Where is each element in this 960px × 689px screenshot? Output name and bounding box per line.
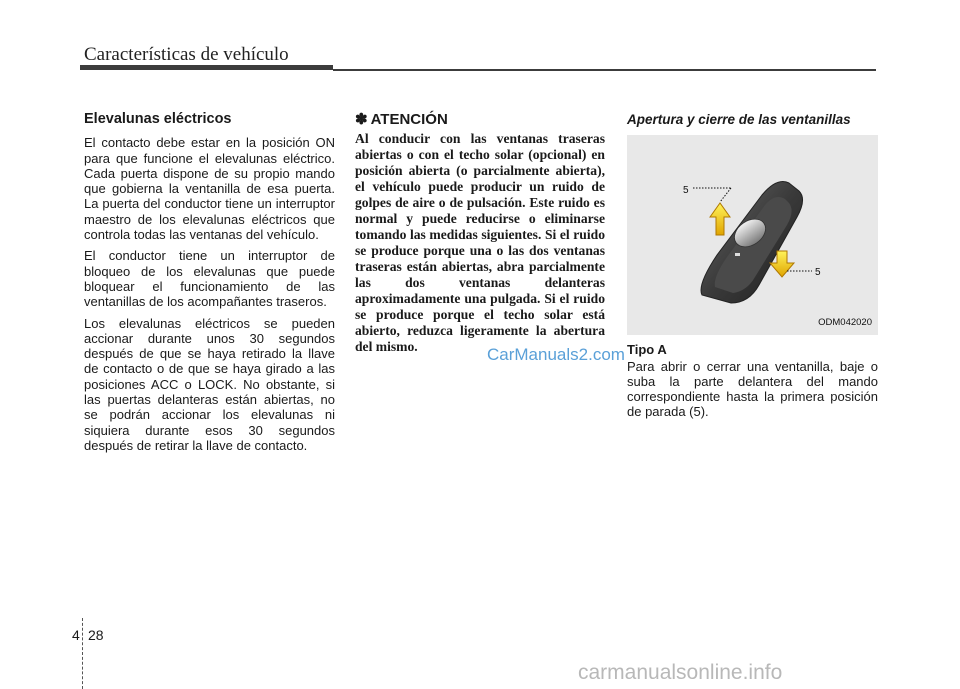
footer-divider — [82, 618, 83, 689]
subheading: Apertura y cierre de las ventanillas — [627, 112, 851, 127]
warning-title: ATENCIÓN — [370, 111, 448, 128]
warning-symbol-icon: ✽ — [355, 111, 368, 128]
left-column — [84, 112, 335, 459]
warning-heading — [355, 112, 605, 127]
section-heading: Elevalunas eléctricos — [84, 111, 232, 127]
page-chapter: 4 — [72, 627, 80, 643]
middle-column — [355, 112, 605, 355]
tipo-label: Tipo A — [627, 342, 667, 358]
paragraph: El contacto debe estar en la posición ON para que funcione el elevalunas eléctrico. Cada puerta dispone de su propio mando que gobierna la ventanilla de esa puerta. La puerta del conductor tiene un interruptor maestro de los elevalunas eléctricos que controla todas las ventanas del vehículo. — [84, 135, 335, 243]
callout-5-top: 5 — [683, 185, 689, 197]
header-rule-thick — [80, 65, 333, 70]
right-column — [627, 112, 878, 426]
page-number: 28 — [88, 627, 104, 643]
figure-code: ODM042020 — [818, 317, 872, 328]
page-header-title: Características de vehículo — [84, 44, 289, 65]
warning-text: Al conducir con las ventanas traseras abiertas o con el techo solar (opcional) en posición abierta (o parcialmente abierta), el vehículo puede producir un ruido de golpes de aire o de pulsación. Este ruido es normal y puede reducirse o eliminarse tomando las medidas siguientes. Si el ruido se produce porque una o las dos ventanas traseras están abiertas, abra parcialmente las dos ventanas delanteras aproximadamente una pulgada. Si el ruido se produce porque el techo solar está abierto, reduzca ligeramente la abertura del mismo. — [355, 131, 605, 355]
window-switch-illustration-icon — [627, 135, 878, 335]
watermark-carmanuals2: CarManuals2.com — [487, 345, 625, 364]
window-switch-figure — [627, 135, 878, 335]
watermark-carmanualsonline: carmanualsonline.info — [578, 661, 783, 684]
paragraph: El conductor tiene un interruptor de bloqueo de los elevalunas que puede bloquear el funcionamiento de las ventanillas de los acompañantes traseros. — [84, 248, 335, 310]
tipo-text: Para abrir o cerrar una ventanilla, baje o suba la parte delantera del mando correspondiente hasta la primera posición de parada (5). — [627, 358, 878, 420]
callout-5-bottom: 5 — [815, 267, 821, 279]
header-rule-thin — [333, 69, 876, 71]
paragraph: Los elevalunas eléctricos se pueden accionar durante unos 30 segundos después de que se haya retirado la llave de contacto o de que se haya girado a las posiciones ACC o LOCK. No obstante, si las puertas delanteras están abiertas, no se podrán accionar los elevalunas ni siquiera durante esos 30 segundos después de retirar la llave de contacto. — [84, 315, 335, 453]
